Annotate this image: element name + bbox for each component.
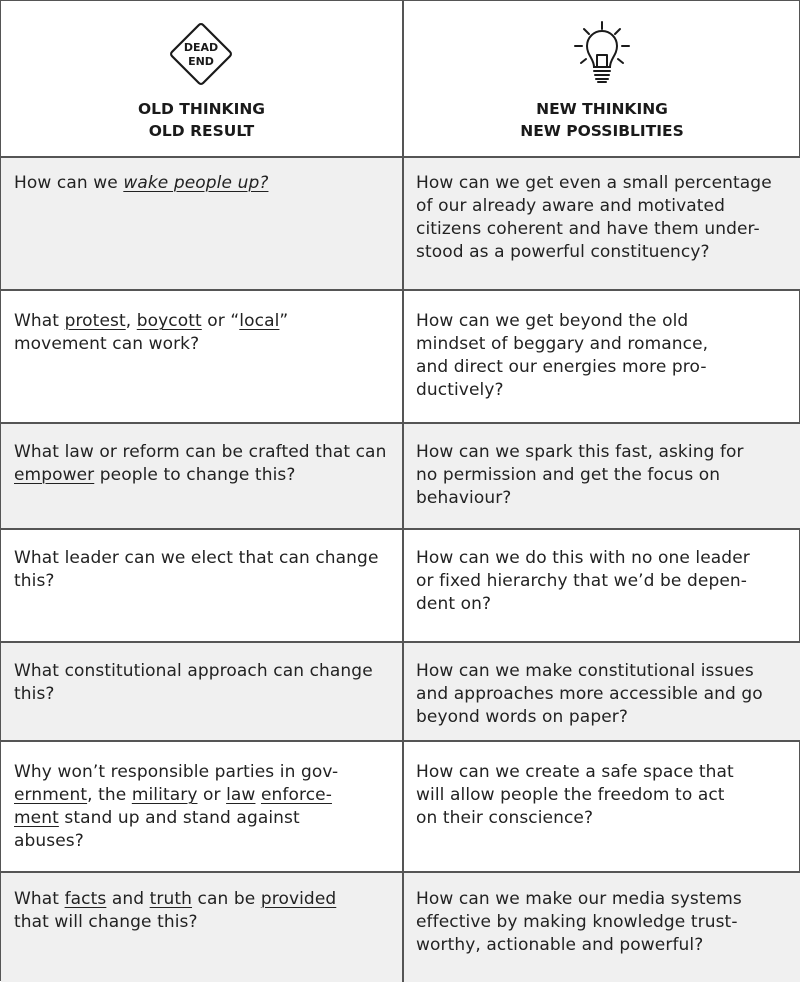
new-question xyxy=(416,172,786,264)
lightbulb-icon xyxy=(570,19,634,89)
text-line xyxy=(416,310,786,333)
new-thinking-header xyxy=(403,1,800,157)
text-segment: or fixed hierarchy that we’d be depen- xyxy=(416,571,748,591)
text-segment: and xyxy=(106,889,150,909)
text-segment: that will change this? xyxy=(14,912,198,932)
text-line xyxy=(14,660,392,683)
text-segment: What constitutional approach can change xyxy=(14,661,373,681)
text-line xyxy=(416,356,786,379)
text-segment: How can we xyxy=(14,173,124,193)
text-segment: abuses? xyxy=(14,831,84,851)
new-thinking-title-line-2: NEW POSSIBLITIES xyxy=(520,122,684,140)
underlined-term: military xyxy=(131,785,198,805)
text-line xyxy=(416,218,786,241)
text-line xyxy=(416,807,786,830)
sign-text-line-2: END xyxy=(188,55,214,68)
old-thinking-title-line-1: OLD THINKING xyxy=(137,100,266,118)
old-question xyxy=(14,310,392,356)
header-divider xyxy=(1,156,800,158)
text-line xyxy=(14,172,392,195)
text-line xyxy=(14,830,392,853)
text-segment: or xyxy=(197,785,227,805)
underlined-term: ment xyxy=(14,808,59,828)
dead-end-sign-icon xyxy=(166,19,236,89)
text-segment: can be xyxy=(192,889,261,909)
underlined-term: law xyxy=(226,785,256,805)
text-segment: How can we do this with no one leader xyxy=(416,548,750,568)
text-segment: , the xyxy=(87,785,132,805)
old-question xyxy=(14,441,392,487)
table-row xyxy=(1,423,800,529)
underlined-term: wake people up? xyxy=(123,173,269,193)
text-segment: stood as a powerful constituency? xyxy=(416,242,710,262)
row-divider xyxy=(1,641,800,643)
text-segment: movement can work? xyxy=(14,334,200,354)
old-question xyxy=(14,660,392,706)
text-segment: ductively? xyxy=(416,380,504,400)
text-segment: What xyxy=(14,889,65,909)
text-segment: How can we spark this fast, asking for xyxy=(416,442,744,462)
new-thinking-title xyxy=(403,98,800,142)
text-segment: dent on? xyxy=(416,594,492,614)
text-segment: What leader can we elect that can change xyxy=(14,548,379,568)
text-segment: What xyxy=(14,311,65,331)
text-line xyxy=(416,888,786,911)
text-segment: or “ xyxy=(201,311,240,331)
text-segment: will allow people the freedom to act xyxy=(416,785,725,805)
text-line xyxy=(14,570,392,593)
text-segment: How can we make our media systems xyxy=(416,889,742,909)
text-segment: citizens coherent and have them under- xyxy=(416,219,760,239)
new-question xyxy=(416,660,786,729)
text-segment: How can we get even a small percentage xyxy=(416,173,772,193)
text-line xyxy=(416,593,786,616)
old-question xyxy=(14,761,392,853)
old-thinking-header xyxy=(1,1,402,157)
text-line xyxy=(416,570,786,593)
text-segment: How can we make constitutional issues xyxy=(416,661,754,681)
text-segment: beyond words on paper? xyxy=(416,707,628,727)
text-line xyxy=(416,379,786,402)
underlined-term: local xyxy=(239,311,280,331)
row-divider xyxy=(1,528,800,530)
underlined-term: provided xyxy=(260,889,337,909)
text-segment: effective by making knowledge trust- xyxy=(416,912,738,932)
text-segment: no permission and get the focus on xyxy=(416,465,721,485)
text-segment: How can we create a safe space that xyxy=(416,762,734,782)
text-segment: behaviour? xyxy=(416,488,512,508)
text-line xyxy=(14,784,392,807)
old-question xyxy=(14,172,392,195)
text-line xyxy=(416,706,786,729)
new-question xyxy=(416,547,786,616)
text-segment: people to change this? xyxy=(94,465,296,485)
text-line xyxy=(416,761,786,784)
underlined-term: protest xyxy=(64,311,126,331)
text-segment: , xyxy=(125,311,137,331)
text-segment: Why won’t responsible parties in gov- xyxy=(14,762,339,782)
text-line xyxy=(416,784,786,807)
table-row xyxy=(1,741,800,872)
row-divider xyxy=(1,740,800,742)
row-divider xyxy=(1,289,800,291)
text-line xyxy=(14,761,392,784)
text-line xyxy=(416,487,786,510)
old-thinking-title-line-2: OLD RESULT xyxy=(148,122,255,140)
text-line xyxy=(416,464,786,487)
text-segment: stand up and stand against xyxy=(58,808,300,828)
old-thinking-title xyxy=(1,98,402,142)
text-segment: this? xyxy=(14,571,55,591)
text-line xyxy=(416,683,786,706)
text-segment: this? xyxy=(14,684,55,704)
text-segment: and direct our energies more pro- xyxy=(416,357,707,377)
row-divider xyxy=(1,871,800,873)
row-divider xyxy=(1,422,800,424)
text-line xyxy=(416,911,786,934)
text-line xyxy=(14,911,392,934)
text-segment: How can we get beyond the old xyxy=(416,311,689,331)
text-line xyxy=(14,807,392,830)
text-line xyxy=(416,195,786,218)
table-row xyxy=(1,290,800,423)
new-question xyxy=(416,441,786,510)
new-question xyxy=(416,761,786,830)
table-row xyxy=(1,872,800,982)
table-row xyxy=(1,642,800,741)
underlined-term: facts xyxy=(64,889,107,909)
text-line xyxy=(416,660,786,683)
text-segment: and approaches more accessible and go xyxy=(416,684,763,704)
text-line xyxy=(14,464,392,487)
new-question xyxy=(416,888,786,957)
new-thinking-title-line-1: NEW THINKING xyxy=(536,100,668,118)
text-line xyxy=(14,683,392,706)
underlined-term: ernment xyxy=(14,785,88,805)
table-row xyxy=(1,157,800,290)
text-segment: on their conscience? xyxy=(416,808,594,828)
text-line xyxy=(14,888,392,911)
text-line xyxy=(14,441,392,464)
text-line xyxy=(416,172,786,195)
text-line xyxy=(14,310,392,333)
text-line xyxy=(416,547,786,570)
sign-text-line-1: DEAD xyxy=(183,41,219,54)
old-question xyxy=(14,888,392,934)
table-row xyxy=(1,529,800,642)
text-segment: of our already aware and motivated xyxy=(416,196,725,216)
underlined-term: boycott xyxy=(136,311,202,331)
text-line xyxy=(416,241,786,264)
underlined-term: truth xyxy=(149,889,193,909)
text-segment: What law or reform can be crafted that can xyxy=(14,442,387,462)
new-question xyxy=(416,310,786,402)
column-divider xyxy=(402,1,404,982)
text-segment: worthy, actionable and powerful? xyxy=(416,935,704,955)
underlined-term: enforce- xyxy=(260,785,332,805)
text-line xyxy=(416,934,786,957)
text-line xyxy=(14,333,392,356)
text-line xyxy=(416,333,786,356)
text-line xyxy=(14,547,392,570)
text-segment: ” xyxy=(279,311,289,331)
underlined-term: empower xyxy=(14,465,95,485)
text-line xyxy=(416,441,786,464)
text-segment: mindset of beggary and romance, xyxy=(416,334,709,354)
old-question xyxy=(14,547,392,593)
